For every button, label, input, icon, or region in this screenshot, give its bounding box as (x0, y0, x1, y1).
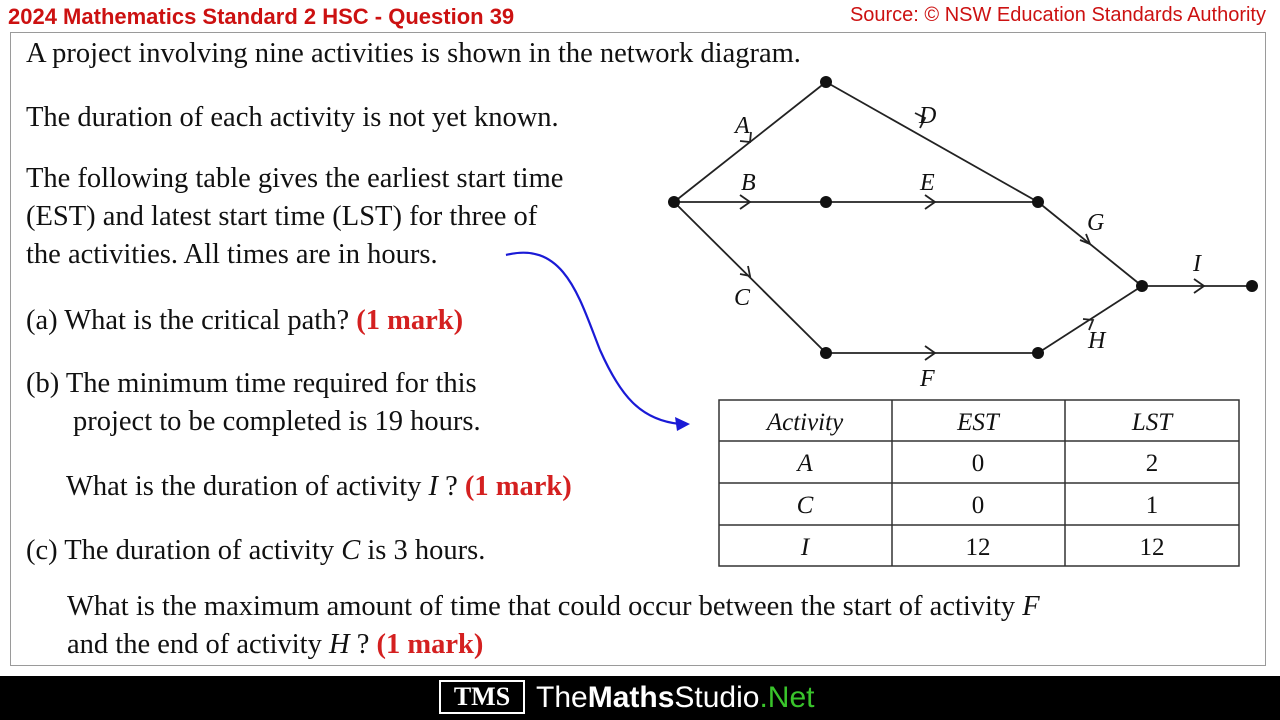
table-cell-activity: A (797, 450, 813, 477)
table-note-line1: The following table gives the earliest start time (26, 163, 564, 194)
table-cell-lst: 12 (1139, 534, 1165, 561)
table-cell-lst: 2 (1145, 450, 1159, 477)
part-a-marks: (1 mark) (356, 305, 464, 336)
est-lst-table (719, 400, 1239, 566)
brand-name (536, 679, 815, 717)
table-cell-activity: C (796, 492, 814, 519)
part-c-line1-var: C (341, 535, 361, 566)
tms-logo: TMS (439, 680, 525, 714)
node-start (668, 196, 680, 208)
part-c-line2-text: What is the maximum amount of time that could occur between the start of activity (67, 591, 1016, 622)
label-f: F (920, 366, 935, 392)
table-note-line2: (EST) and latest start time (LST) for three of (26, 201, 538, 232)
part-c-marks: (1 mark) (376, 629, 484, 660)
brand-part-the: The (536, 681, 588, 714)
brand-part-maths: Maths (587, 681, 675, 714)
node-end (1246, 280, 1258, 292)
table-cell-lst: 1 (1145, 492, 1159, 519)
part-b-marks: (1 mark) (464, 471, 572, 502)
pointer-arrow (506, 253, 680, 424)
part-b-q-text: What is the duration of activity (66, 471, 422, 502)
label-d: D (919, 103, 937, 129)
part-c-line3-text: and the end of activity (67, 629, 322, 660)
table-header-est: EST (957, 409, 999, 436)
part-b-q-var: I (428, 471, 438, 502)
intro-text: A project involving nine activities is shown in the network diagram. (26, 38, 801, 69)
pointer-arrowhead-icon (675, 417, 690, 431)
brand-part-studio: Studio (674, 681, 760, 714)
label-c: C (734, 285, 751, 311)
part-b-line2: project to be completed is 19 hours. (73, 406, 481, 437)
table-header-lst: LST (1131, 409, 1173, 436)
arrow-c-icon (740, 266, 750, 276)
label-i: I (1193, 251, 1201, 277)
part-b-q-post: ? (437, 471, 458, 502)
duration-note: The duration of each activity is not yet known. (26, 102, 559, 133)
table-header-activity: Activity (766, 409, 844, 436)
part-c-line1-text: (c) The duration of activity (26, 535, 335, 566)
source-credit: Source: © NSW Education Standards Authority (849, 4, 1266, 26)
edge-c (674, 202, 826, 353)
brand-part-net: .Net (759, 681, 815, 714)
part-c-line1-post: is 3 hours. (360, 535, 486, 566)
label-a: A (735, 113, 750, 139)
label-g: G (1087, 210, 1105, 236)
table-note-line3: the activities. All times are in hours. (26, 239, 438, 270)
part-c-line3-var: H (328, 629, 350, 660)
part-c-line2-var: F (1022, 591, 1040, 622)
table-cell-est: 0 (971, 450, 985, 477)
node-after-a (820, 76, 832, 88)
node-after-f (1032, 347, 1044, 359)
label-h: H (1088, 328, 1106, 354)
table-cell-activity: I (800, 534, 810, 561)
table-cell-est: 12 (965, 534, 991, 561)
table-cell-est: 0 (971, 492, 985, 519)
node-after-c (820, 347, 832, 359)
label-e: E (920, 170, 935, 196)
label-b: B (741, 170, 756, 196)
node-after-de (1032, 196, 1044, 208)
node-after-b (820, 196, 832, 208)
node-after-gh (1136, 280, 1148, 292)
part-c-line3-post: ? (349, 629, 370, 660)
part-b-line1: (b) The minimum time required for this (26, 368, 477, 399)
part-a-text: (a) What is the critical path? (26, 305, 350, 336)
question-header-title: 2024 Mathematics Standard 2 HSC - Question 39 (8, 4, 515, 29)
